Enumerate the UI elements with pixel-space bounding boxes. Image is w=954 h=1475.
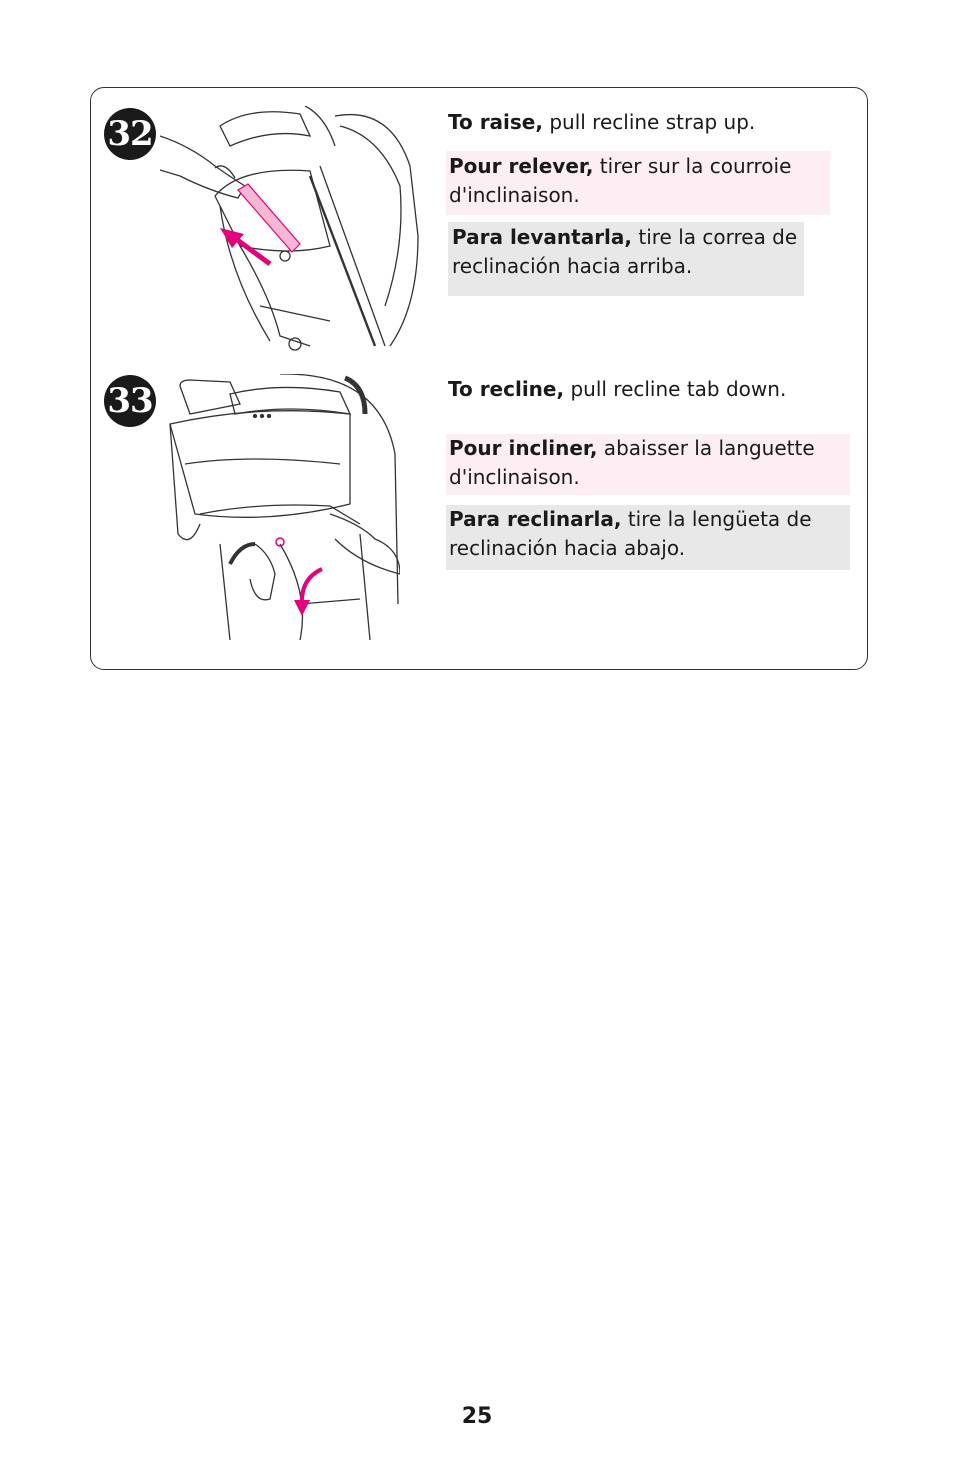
frame-tube xyxy=(310,176,375,346)
frame-left xyxy=(220,206,270,341)
step33-spanish-text xyxy=(446,505,850,570)
step-number-33: 33 xyxy=(104,375,156,427)
step33-spanish-lead: Para reclinarla, xyxy=(449,507,622,531)
seat-edge xyxy=(260,306,330,321)
step32-spanish-text xyxy=(448,222,804,296)
dot xyxy=(254,415,257,418)
wheel-hub xyxy=(289,338,301,350)
step32-english-rest: pull recline strap up. xyxy=(542,110,756,134)
dot xyxy=(261,415,264,418)
right-hand xyxy=(330,514,400,574)
frame-left xyxy=(220,544,230,640)
recline-tab xyxy=(230,544,255,564)
step32-french-lead: Pour relever, xyxy=(449,154,594,178)
step32-french-rest: tirer sur la courroie d'inclinaison. xyxy=(449,154,792,207)
step33-spanish-rest: tire la lengüeta de reclinación hacia abajo. xyxy=(449,507,812,560)
step32-english-text xyxy=(448,108,828,137)
recline-strap xyxy=(238,184,300,252)
seat-lower xyxy=(240,246,310,346)
step33-french-lead: Pour incliner, xyxy=(449,436,598,460)
frame-line xyxy=(305,106,335,146)
step33-english-text xyxy=(448,375,828,404)
handlebar-shape xyxy=(220,112,310,146)
buckle xyxy=(280,251,290,261)
step-number-32: 32 xyxy=(104,108,156,160)
pull-down-arrow-head xyxy=(294,600,310,616)
left-hand xyxy=(250,544,275,600)
stroller-recline-tab-illustration xyxy=(160,374,400,640)
frame-right xyxy=(360,534,370,640)
step32-english-lead: To raise, xyxy=(448,110,543,134)
stroller-raise-strap-illustration xyxy=(160,106,422,356)
page-number: 25 xyxy=(461,1404,493,1429)
step32-french-text xyxy=(446,151,830,215)
step33-english-lead: To recline, xyxy=(448,377,565,401)
canopy-fabric xyxy=(170,411,350,518)
canopy-outline xyxy=(335,115,418,346)
step33-french-text xyxy=(446,434,850,495)
dot xyxy=(268,415,271,418)
step33-english-rest: pull recline tab down. xyxy=(564,377,787,401)
frame-tube-2 xyxy=(320,166,385,346)
seat-back xyxy=(280,544,303,640)
fold-line xyxy=(185,459,340,464)
step33-french-rest: abaisser la languette d'inclinaison. xyxy=(449,436,815,489)
step32-spanish-rest: tire la correa de reclinación hacia arriba. xyxy=(452,225,798,278)
step32-spanish-lead: Para levantarla, xyxy=(452,225,632,249)
